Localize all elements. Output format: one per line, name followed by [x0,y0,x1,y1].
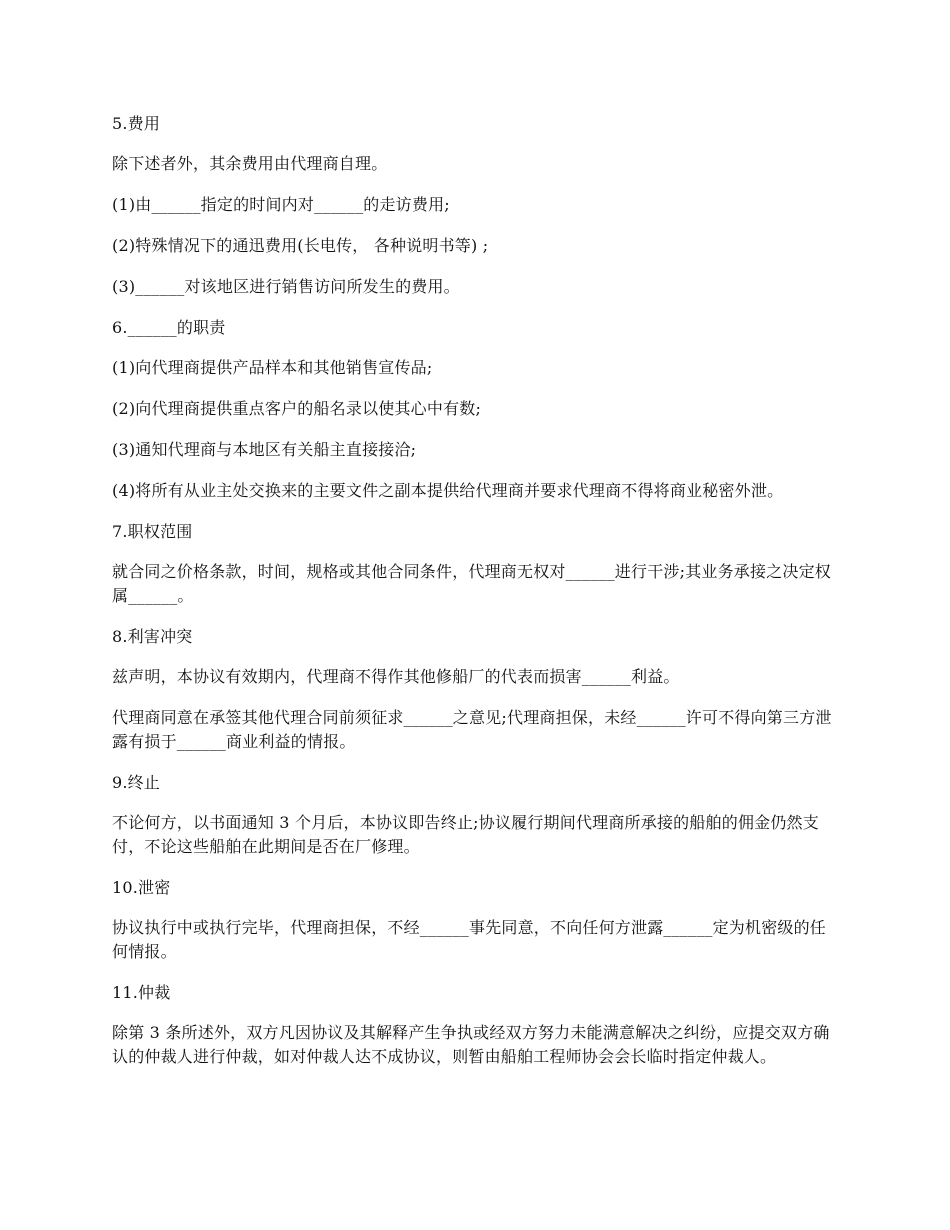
section-heading-confidentiality: 10.泄密 [112,878,171,897]
section-heading-duties: 6.______的职责 [112,318,226,337]
paragraph: (1)向代理商提供产品样本和其他销售宣传品; [112,358,433,377]
section-heading-fees: 5.费用 [112,114,161,133]
paragraph: (4)将所有从业主处交换来的主要文件之副本提供给代理商并要求代理商不得将商业秘密外泄。 [112,481,784,500]
paragraph: (1)由______指定的时间内对______的走访费用; [112,195,450,214]
paragraph: (2)向代理商提供重点客户的船名录以使其心中有数; [112,399,482,418]
section-heading-arbitration: 11.仲裁 [112,983,171,1002]
paragraph: (3)通知代理商与本地区有关船主直接接洽; [112,440,417,459]
paragraph: 代理商同意在承签其他代理合同前须征求______之意见;代理商担保，未经______许可不得向第三方泄露有损于______商业利益的情报。 [112,708,832,751]
paragraph: 就合同之价格条款，时间，规格或其他合同条件，代理商无权对______进行干涉;其业务承接之决定权属______。 [112,562,831,605]
paragraph: 协议执行中或执行完毕，代理商担保，不经______事先同意，不向任何方泄露______定为机密级的任何情报。 [112,918,827,961]
paragraph: (2)特殊情况下的通迅费用(长电传， 各种说明书等) ; [112,236,489,255]
paragraph: 除第 3 条所述外，双方凡因协议及其解释产生争执或经双方努力未能满意解决之纠纷，应提交双方确认的仲裁人进行仲裁，如对仲裁人达不成协议，则暂由船舶工程师协会会长临时指定仲裁人。 [112,1023,830,1066]
paragraph: 除下述者外，其余费用由代理商自理。 [112,154,388,173]
section-heading-authority: 7.职权范围 [112,522,193,541]
paragraph: 兹声明，本协议有效期内，代理商不得作其他修船厂的代表而损害______利益。 [112,667,680,686]
document-page [112,112,842,1086]
section-heading-termination: 9.终止 [112,773,161,792]
section-heading-conflict: 8.利害冲突 [112,627,193,646]
paragraph: (3)______对该地区进行销售访问所发生的费用。 [112,277,460,296]
paragraph: 不论何方，以书面通知 3 个月后，本协议即告终止;协议履行期间代理商所承接的船舶的佣金仍然支付，不论这些船舶在此期间是否在厂修理。 [112,813,819,856]
